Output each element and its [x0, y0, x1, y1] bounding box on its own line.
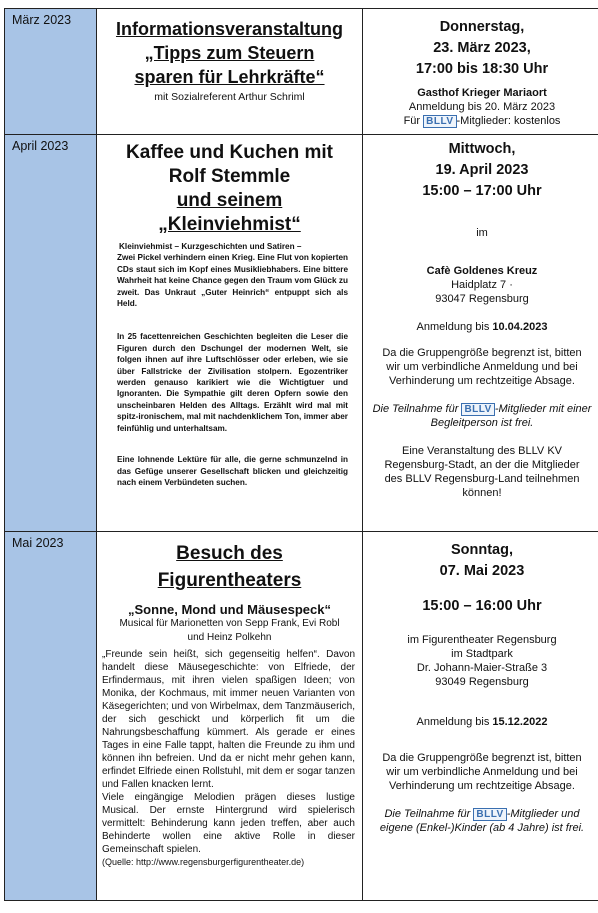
event-details-cell [363, 135, 598, 532]
event-weekday: Donnerstag, [439, 19, 525, 35]
event-time: 15:00 – 16:00 Uhr [422, 598, 542, 614]
bllv-logo: BLLV [461, 403, 494, 416]
venue-city: 93047 Regensburg [435, 293, 529, 305]
event-time: 15:00 – 17:00 Uhr [422, 183, 542, 199]
month-cell: März 2023 [5, 9, 97, 135]
event-description-cell [97, 135, 363, 532]
members-note: Für BLLV -Mitglieder: kostenlos [403, 115, 561, 127]
month-cell: April 2023 [5, 135, 97, 532]
venue-street: Haidplatz 7 · [451, 279, 513, 291]
venue-city: 93049 Regensburg [435, 676, 529, 688]
event-registration: Anmeldung bis 10.04.2023 [416, 321, 548, 333]
month-cell: Mai 2023 [5, 532, 97, 901]
musical-credits: Musical für Marionetten von Sepp Frank, Evi Robl und Heinz Polkehn [119, 618, 340, 643]
event-subtitle: „Sonne, Mond und Mäusespeck“ [128, 602, 331, 617]
bllv-logo: BLLV [423, 115, 456, 128]
event-row-may [5, 532, 598, 901]
event-title-line: Rolf Stemmle [168, 166, 291, 187]
source-note: (Quelle: http://www.regensburgerfigurentheater.de) [102, 857, 305, 867]
members-note: Die Teilnahme für BLLV -Mitglieder mit einer Begleitperson ist frei. [372, 403, 592, 429]
event-blurb [97, 241, 362, 488]
event-date: 07. Mai 2023 [439, 563, 525, 579]
event-title-line: Figurentheaters [157, 570, 302, 591]
members-note: Die Teilnahme für BLLV -Mitglieder und eigene (Enkel-)Kinder (ab 4 Jahre) ist frei. [379, 808, 585, 834]
blurb-paragraph: Viele eingängige Melodien prägen dieses lustige Musical. Der ernste Hintergrund wird spielerisch vermittelt: Behinderung kann jeden treffen, aber auch Behinderte wollen eine aktive Rolle in dieser Gemeinschaft spielen. [102, 792, 355, 855]
event-venue: Cafè Goldenes Kreuz [426, 265, 538, 277]
event-title-line: und seinem [176, 190, 283, 211]
event-time: 17:00 bis 18:30 Uhr [415, 61, 549, 77]
event-registration: Anmeldung bis 15.12.2022 [416, 716, 548, 728]
event-venue-detail: im Stadtpark [451, 648, 513, 660]
event-venue: Gasthof Krieger Mariaort [417, 87, 547, 99]
event-details-cell [363, 532, 598, 901]
event-title-line: „Tipps zum Steuern [144, 43, 315, 63]
event-date: 19. April 2023 [435, 162, 529, 178]
event-date: 23. März 2023, [433, 40, 531, 56]
blurb-paragraph: Eine lohnende Lektüre für alle, die gerne schmunzelnd in das Gefüge unserer Gesellschaft blicken und gleichzeitig nach einem Verbündeten suchen. [117, 455, 348, 487]
event-title-line: „Kleinviehmist“ [158, 214, 301, 235]
group-size-note: Da die Gruppengröße begrenzt ist, bitten wir um verbindliche Anmeldung und bei Verhinderung um rechtzeitige Absage. [382, 347, 582, 387]
event-row-april [5, 135, 598, 532]
blurb-paragraph: „Freunde sein heißt, sich gegenseitig helfen“. Davon handelt diese Mäusegeschichte: von Elfriede, der Erfindermaus, mit ihren vielen spaßigen Ideen; von Monika, der Kochmaus, mit immer neuen Varianten von Käsegerichten; und von Wirbelmax, dem Tanzmäuserich, der sich geschickt und körperlich fit um die Nahrungsbeschaffung kümmert. Als gerade er eines Tages in eine Falle tappt, halten die Freunde zu ihm und können ihn befreien. Und da er nicht mehr gehen kann, erfindet Elfriede einen Rollstuhl, mit dem er sogar tanzen und Fallen knacken lernt. [102, 649, 355, 790]
group-size-note: Da die Gruppengröße begrenzt ist, bitten wir um verbindliche Anmeldung und bei Verhinderung um rechtzeitige Absage. [382, 752, 582, 792]
event-title-line: Kaffee und Kuchen mit [126, 142, 333, 163]
event-venue: im Figurentheater Regensburg [407, 634, 557, 646]
event-weekday: Sonntag, [450, 542, 514, 558]
event-registration: Anmeldung bis 20. März 2023 [408, 101, 556, 113]
event-title-line: Informationsveranstaltung [115, 19, 344, 39]
event-description-cell [97, 532, 363, 901]
blurb-paragraph: Zwei Pickel verhindern einen Krieg. Eine Flut von kopierten CDs staut sich im Kopf eines Musikliebhabers. Eine bittere Wahrheit hat keine Chance gegen den Traum vom Glück zu zweit. Das Unkraut „Guter Heinrich“ entpuppt sich als Held. [117, 253, 348, 309]
event-weekday: Mittwoch, [448, 141, 516, 157]
venue-street: Dr. Johann-Maier-Straße 3 [416, 662, 548, 674]
event-row-march [5, 9, 598, 135]
event-title-line: sparen für Lehrkräfte“ [134, 67, 325, 87]
event-title-line: Besuch des [176, 543, 283, 564]
organizer-note: Eine Veranstaltung des BLLV KV Regensburg-Stadt, an der die Mitglieder des BLLV Regensburg-Land teilnehmen können! [384, 445, 580, 499]
venue-prefix: im [476, 227, 488, 239]
event-subtitle: mit Sozialreferent Arthur Schriml [154, 91, 305, 103]
event-description-cell [97, 9, 363, 135]
bllv-logo: BLLV [473, 808, 506, 821]
event-details-cell [363, 9, 598, 135]
event-schedule-table [4, 8, 598, 901]
blurb-paragraph: In 25 facettenreichen Geschichten begleiten die Leser die Figuren durch den Dschungel der modernen Welt, sie folgen ihnen auf ihre Luftschlösser oder erleben, wie sie über Fallstricke der Zivilisation stolpern. Egozentriker werden genauso karikiert wie die Wichtigtuer und Ignoranten. Die Sympathie gilt deren Opfern sowie den unscheinbaren Helden des Alltags. Erzählt wird mal mit spitz-ironischem, mal mit nachdenklichem Ton, immer aber feinfühlig und unterhaltsam. [117, 332, 348, 433]
blurb-heading: Kleinviehmist – Kurzgeschichten und Satiren – [119, 242, 302, 251]
event-blurb [97, 648, 362, 869]
